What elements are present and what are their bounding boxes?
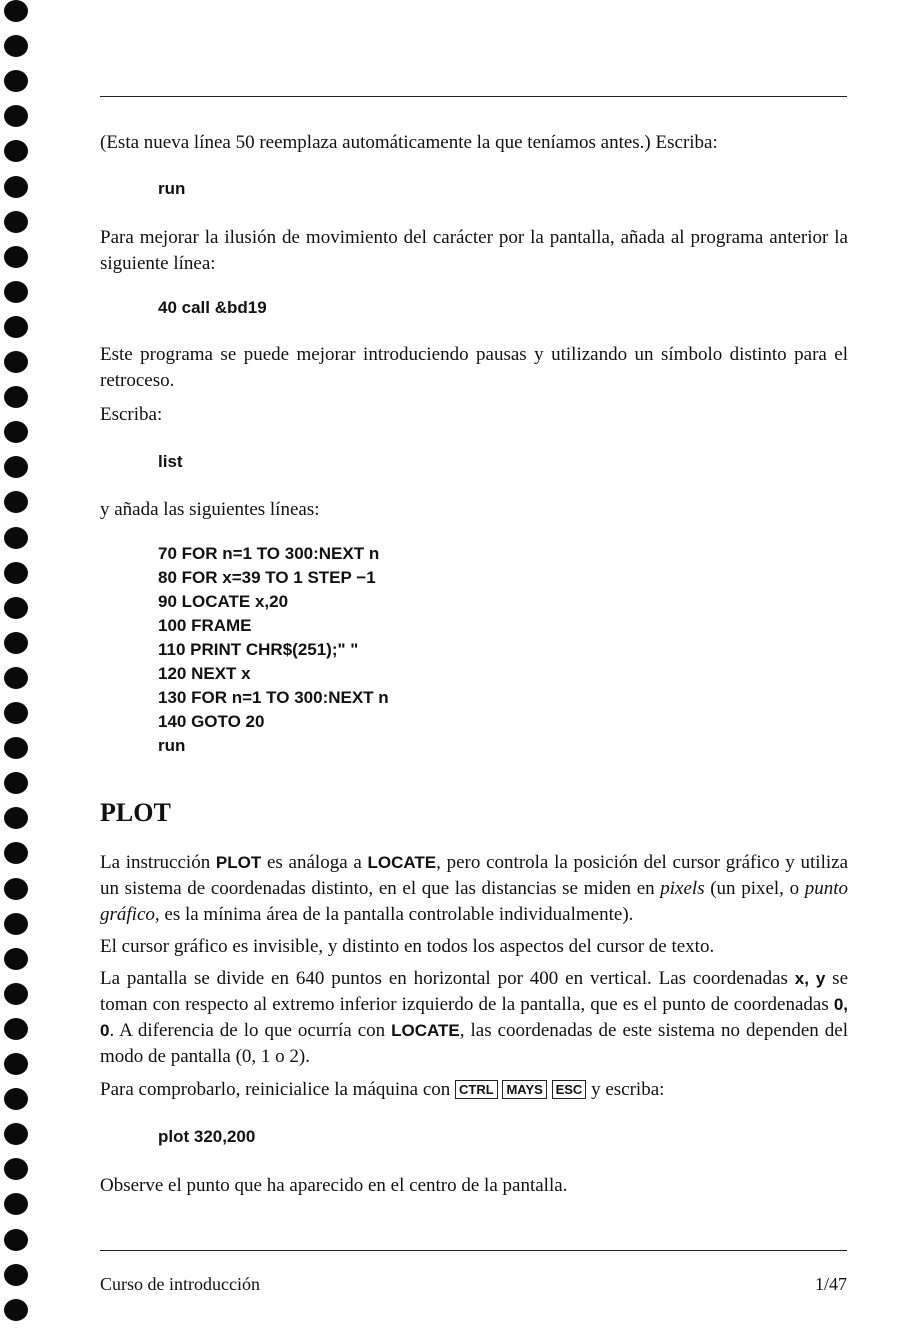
- header-rule: [100, 96, 847, 97]
- paragraph: [100, 1077, 848, 1103]
- binder-hole: [4, 1123, 28, 1145]
- binder-hole: [4, 667, 28, 689]
- keyword: PLOT: [215, 853, 262, 872]
- binder-hole: [4, 842, 28, 864]
- code-line: 140 GOTO 20: [158, 712, 265, 731]
- page-number: 1/47: [814, 1274, 847, 1294]
- binder-hole: [4, 632, 28, 654]
- binder-hole: [4, 456, 28, 478]
- binder-hole: [4, 807, 28, 829]
- paragraph: Escriba:: [100, 404, 163, 425]
- emphasis: pixels: [660, 878, 705, 899]
- binder-hole: [4, 772, 28, 794]
- binder-hole: [4, 948, 28, 970]
- paragraph: Este programa se puede mejorar introduciendo pausas y utilizando un símbolo distinto para el retroceso.: [100, 344, 848, 391]
- binder-hole: [4, 386, 28, 408]
- keyword: LOCATE: [391, 1021, 460, 1040]
- binder-hole: [4, 1053, 28, 1075]
- text-run: La pantalla se divide en 640 puntos en horizontal por 400 en vertical. Las coordenadas: [100, 968, 795, 989]
- paragraph: El cursor gráfico es invisible, y distinto en todos los aspectos del cursor de texto.: [100, 936, 715, 957]
- binder-hole: [4, 70, 28, 92]
- section-heading: PLOT: [100, 798, 171, 827]
- text-run: Para comprobarlo, reinicialice la máquina con: [100, 1079, 456, 1100]
- binder-hole: [4, 1158, 28, 1180]
- text-run: se toman con respecto al extremo inferior izquierdo de la pantalla, que es el punto de coordenadas: [100, 968, 848, 1015]
- footer-rule: [100, 1250, 847, 1251]
- binder-hole: [4, 351, 28, 373]
- binder-hole: [4, 140, 28, 162]
- keyword: 0, 0: [100, 995, 848, 1040]
- binder-hole: [4, 1299, 28, 1321]
- binder-hole: [4, 1088, 28, 1110]
- paragraph: [100, 850, 848, 928]
- text-run: (un pixel, o: [704, 878, 805, 899]
- binder-hole: [4, 105, 28, 127]
- binder-hole: [4, 1264, 28, 1286]
- binder-hole: [4, 878, 28, 900]
- paragraph: (Esta nueva línea 50 reemplaza automáticamente la que teníamos antes.) Escriba:: [100, 132, 718, 153]
- code-line: 70 FOR n=1 TO 300:NEXT n: [158, 544, 380, 563]
- binder-hole: [4, 281, 28, 303]
- text-run: . A diferencia de lo que ocurría con: [109, 1020, 392, 1041]
- text-run: La instrucción: [100, 852, 216, 873]
- binder-hole: [4, 913, 28, 935]
- paragraph: Para mejorar la ilusión de movimiento del carácter por la pantalla, añada al programa anterior la siguiente línea:: [100, 227, 848, 274]
- code-line: 110 PRINT CHR$(251);" ": [158, 640, 359, 659]
- binder-hole: [4, 737, 28, 759]
- binder-hole: [4, 562, 28, 584]
- keyword: x, y: [794, 969, 826, 988]
- paragraph: [100, 966, 848, 1070]
- code-line: 40 call &bd19: [158, 298, 267, 317]
- binder-holes: [0, 0, 40, 1334]
- code-block: [158, 296, 267, 320]
- binder-hole: [4, 1018, 28, 1040]
- footer-title: Curso de introducción: [100, 1274, 260, 1294]
- keyword: LOCATE: [367, 853, 437, 872]
- binder-hole: [4, 702, 28, 724]
- paragraph: y añada las siguientes líneas:: [100, 499, 320, 520]
- code-line: 80 FOR x=39 TO 1 STEP −1: [158, 568, 376, 587]
- binder-hole: [4, 176, 28, 198]
- text-run: , es la mínima área de la pantalla controlable individualmente).: [154, 904, 634, 925]
- binder-hole: [4, 421, 28, 443]
- code-line: 100 FRAME: [158, 616, 252, 635]
- code-line: 130 FOR n=1 TO 300:NEXT n: [158, 688, 389, 707]
- code-line: run: [158, 736, 186, 755]
- key-ctrl: CTRL: [455, 1080, 498, 1099]
- text-run: , pero controla la posición del cursor gráfico y utiliza un sistema de coordenadas distinto, en el que las distancias se miden en: [100, 852, 848, 899]
- text-run: y escriba:: [586, 1079, 665, 1100]
- code-block: [158, 450, 183, 474]
- paragraph: Observe el punto que ha aparecido en el centro de la pantalla.: [100, 1175, 568, 1196]
- code-line: 90 LOCATE x,20: [158, 592, 289, 611]
- binder-hole: [4, 0, 28, 22]
- text-run: , las coordenadas de este sistema no dependen del modo de pantalla (0, 1 o 2).: [100, 1020, 848, 1067]
- code-line: plot 320,200: [158, 1127, 256, 1146]
- binder-hole: [4, 527, 28, 549]
- code-line: run: [158, 179, 186, 198]
- code-block: [158, 177, 185, 201]
- binder-hole: [4, 35, 28, 57]
- code-line: 120 NEXT x: [158, 664, 251, 683]
- binder-hole: [4, 316, 28, 338]
- text-run: es análoga a: [261, 852, 368, 873]
- key-mays: MAYS: [502, 1080, 546, 1099]
- binder-hole: [4, 1229, 28, 1251]
- key-esc: ESC: [552, 1080, 587, 1099]
- binder-hole: [4, 1193, 28, 1215]
- binder-hole: [4, 246, 28, 268]
- emphasis: punto gráfico: [100, 878, 848, 925]
- binder-hole: [4, 983, 28, 1005]
- binder-hole: [4, 211, 28, 233]
- code-block: [158, 1125, 255, 1149]
- binder-hole: [4, 491, 28, 513]
- code-line: list: [158, 452, 183, 471]
- binder-hole: [4, 597, 28, 619]
- code-listing: [158, 542, 389, 758]
